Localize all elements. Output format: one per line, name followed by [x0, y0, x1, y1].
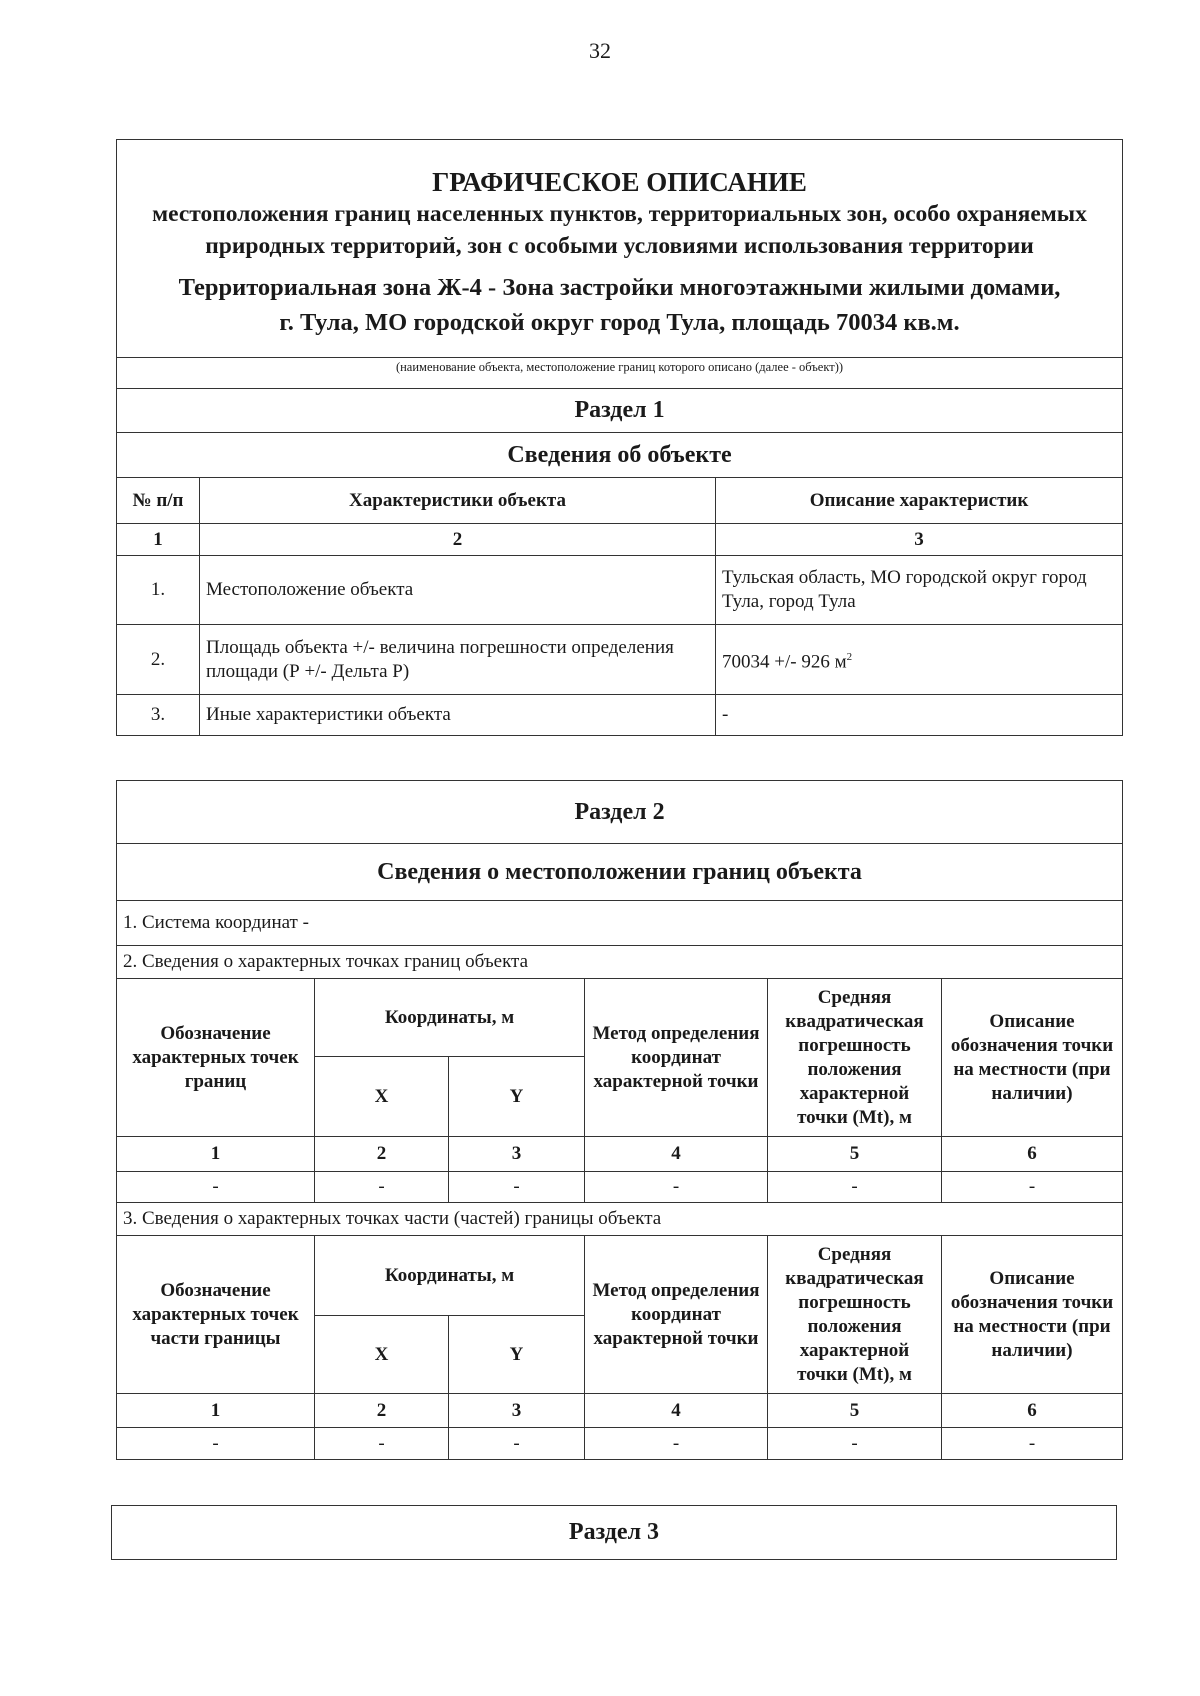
col-description: Описание обозначения точки на местности (при наличии) — [942, 1236, 1123, 1394]
col-designation: Обозначение характерных точек границ — [117, 979, 315, 1137]
cell: - — [942, 1172, 1123, 1203]
col-error: Средняя квадратическая погрешность положения характерной точки (Mt), м — [768, 979, 942, 1137]
object-name-line1: Территориальная зона Ж-4 - Зона застройки многоэтажными жилыми домами, — [178, 273, 1061, 301]
cell: - — [942, 1428, 1123, 1460]
coordinate-system: 1. Система координат - — [117, 901, 1123, 946]
table-row — [117, 695, 1123, 736]
table-row — [117, 556, 1123, 625]
section1-table — [116, 139, 1123, 736]
section2-title: Раздел 2 — [117, 781, 1123, 844]
cell: - — [768, 1428, 942, 1460]
column-number: 1 — [117, 1137, 315, 1172]
section3-table — [111, 1505, 1117, 1560]
row-number: 2. — [117, 625, 200, 695]
object-name-line2: г. Тула, МО городской округ город Тула, площадь 70034 кв.м. — [279, 308, 960, 336]
table-row — [117, 625, 1123, 695]
column-number: 1 — [117, 1394, 315, 1428]
column-number: 6 — [942, 1394, 1123, 1428]
description: Тульская область, МО городской округ город Тула, город Тула — [716, 556, 1123, 625]
cell: - — [585, 1428, 768, 1460]
document-title: ГРАФИЧЕСКОЕ ОПИСАНИЕ — [432, 166, 807, 197]
column-number: 1 — [117, 524, 200, 556]
col-error: Средняя квадратическая погрешность положения характерной точки (Mt), м — [768, 1236, 942, 1394]
characteristic: Местоположение объекта — [200, 556, 716, 625]
section2-subtitle: Сведения о местоположении границ объекта — [117, 844, 1123, 901]
section2-table — [116, 780, 1123, 1460]
column-number: 4 — [585, 1394, 768, 1428]
parts-title: 3. Сведения о характерных точках части (частей) границы объекта — [117, 1203, 1123, 1236]
characteristic: Иные характеристики объекта — [200, 695, 716, 736]
cell: - — [768, 1172, 942, 1203]
col-coordinates: Координаты, м — [315, 1236, 585, 1316]
col-designation: Обозначение характерных точек части границы — [117, 1236, 315, 1394]
col-description: Описание обозначения точки на местности (при наличии) — [942, 979, 1123, 1137]
cell: - — [117, 1428, 315, 1460]
column-number: 3 — [449, 1137, 585, 1172]
area-value: 70034 +/- 926 м — [722, 651, 847, 673]
document-header — [117, 140, 1123, 358]
document-subtitle: местоположения границ населенных пунктов, территориальных зон, особо охраняемых природных территорий, зон с особыми условиями использования территории — [152, 200, 1087, 259]
cell: - — [117, 1172, 315, 1203]
col-method: Метод определения координат характерной точки — [585, 979, 768, 1137]
cell: - — [449, 1172, 585, 1203]
table-row — [117, 1428, 1123, 1460]
points-title: 2. Сведения о характерных точках границ объекта — [117, 946, 1123, 979]
column-number: 2 — [315, 1394, 449, 1428]
col-x: X — [315, 1316, 449, 1394]
column-number: 2 — [315, 1137, 449, 1172]
table-row — [117, 1172, 1123, 1203]
column-number: 6 — [942, 1137, 1123, 1172]
column-number: 4 — [585, 1137, 768, 1172]
description: 70034 +/- 926 $м^2$ — [716, 625, 1123, 695]
col-method: Метод определения координат характерной точки — [585, 1236, 768, 1394]
cell: - — [449, 1428, 585, 1460]
object-caption: (наименование объекта, местоположение границ которого описано (далее - объект)) — [117, 358, 1123, 389]
cell: - — [315, 1172, 449, 1203]
cell: - — [315, 1428, 449, 1460]
column-header-description: Описание характеристик — [716, 478, 1123, 524]
column-header-characteristic: Характеристики объекта — [200, 478, 716, 524]
col-y: Y — [449, 1316, 585, 1394]
column-number: 3 — [449, 1394, 585, 1428]
column-number: 5 — [768, 1394, 942, 1428]
column-header-num: № п/п — [117, 478, 200, 524]
page-number: 32 — [589, 38, 611, 63]
column-number: 3 — [716, 524, 1123, 556]
col-y: Y — [449, 1057, 585, 1137]
section1-subtitle: Сведения об объекте — [117, 433, 1123, 478]
characteristic: Площадь объекта +/- величина погрешности определения площади (Р +/- Дельта Р) — [200, 625, 716, 695]
cell: - — [585, 1172, 768, 1203]
row-number: 3. — [117, 695, 200, 736]
description: - — [716, 695, 1123, 736]
col-coordinates: Координаты, м — [315, 979, 585, 1057]
col-x: X — [315, 1057, 449, 1137]
column-number: 5 — [768, 1137, 942, 1172]
section3-title: Раздел 3 — [112, 1506, 1117, 1560]
row-number: 1. — [117, 556, 200, 625]
column-number: 2 — [200, 524, 716, 556]
section1-title: Раздел 1 — [117, 389, 1123, 433]
